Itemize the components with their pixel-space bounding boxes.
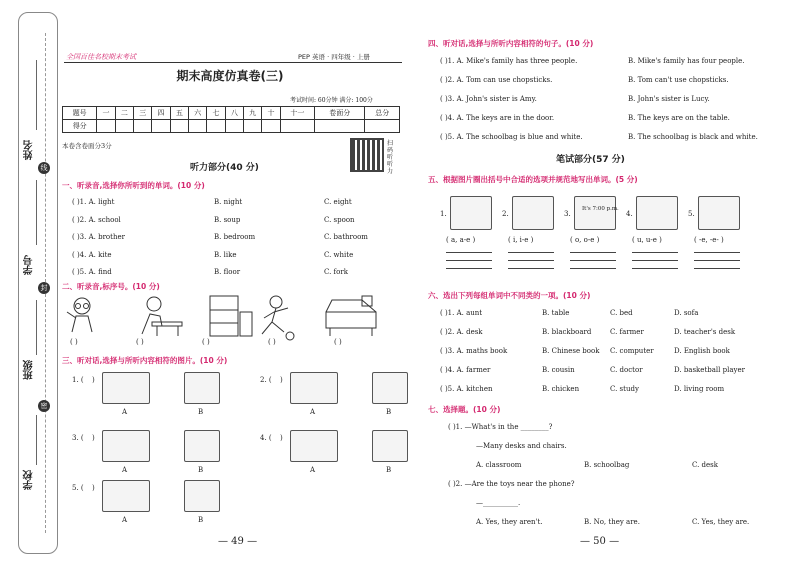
sec5-writing-line[interactable] [632, 260, 678, 261]
sec5-item-number: 4. [626, 210, 633, 218]
page-number-right: — 50 — [580, 536, 620, 547]
sec3-picture-b[interactable] [372, 430, 408, 462]
school-line [36, 415, 37, 465]
sec3-picture-a[interactable] [290, 430, 338, 462]
sec3-picture-a[interactable] [290, 372, 338, 404]
sec2-answer-bracket[interactable]: ( ) [334, 338, 342, 346]
sec5-writing-line[interactable] [446, 260, 492, 261]
sec5-item-number: 5. [688, 210, 695, 218]
sec5-item-number: 2. [502, 210, 509, 218]
sec6-option-a[interactable]: ( )4. A. farmer [440, 366, 491, 374]
sec5-options[interactable]: ( o, o-e ) [570, 236, 600, 244]
sec5-writing-line[interactable] [446, 268, 492, 269]
sec3-item-number[interactable]: 1. ( [72, 376, 84, 384]
sec3-picture-a[interactable] [102, 430, 150, 462]
sec3-label-a: A [122, 516, 128, 524]
sec5-options[interactable]: ( i, i-e ) [508, 236, 534, 244]
sec7-title: 七、选择题。(10 分) [428, 405, 501, 414]
sec2-title: 二、听录音,标序号。(10 分) [62, 282, 160, 291]
sec6-option-b[interactable]: B. cousin [542, 366, 575, 374]
sec4-option-b[interactable]: B. John's sister is Lucy. [628, 95, 710, 103]
sec6-title: 六、选出下列每组单词中不同类的一项。(10 分) [428, 291, 591, 300]
class-label: 班级 [24, 360, 35, 380]
qr-code-icon[interactable] [350, 138, 384, 172]
sec1-option-b[interactable]: B. soup [214, 215, 241, 224]
sec7-q1: ( )1. —What's in the ________? [448, 423, 553, 431]
sec5-writing-line[interactable] [694, 260, 740, 261]
sec4-option-b[interactable]: B. The schoolbag is black and white. [628, 133, 758, 141]
sec4-option-a[interactable]: ( )4. A. The keys are in the door. [440, 114, 555, 122]
sec1-option-c[interactable]: C. fork [324, 268, 348, 276]
sec2-answer-bracket[interactable]: ( ) [70, 338, 78, 346]
sec5-writing-line[interactable] [694, 268, 740, 269]
sec3-picture-b[interactable] [184, 480, 220, 512]
sec1-option-a[interactable]: ( )3. A. brother [72, 233, 125, 241]
sec5-writing-line[interactable] [632, 252, 678, 253]
sec4-option-b[interactable]: B. The keys are on the table. [628, 114, 730, 122]
sec5-writing-line[interactable] [508, 252, 554, 253]
sec6-option-d[interactable]: D. English book [674, 347, 730, 355]
name-label: 姓名 [24, 140, 35, 160]
sec1-option-a[interactable]: ( )1. A. light [72, 198, 115, 206]
sec3-label-a: A [122, 408, 128, 416]
sec1-option-c[interactable]: C. white [324, 250, 354, 259]
sec6-option-b[interactable]: B. Chinese book [542, 347, 600, 355]
xian-mark: 线 [38, 162, 50, 174]
sec5-options[interactable]: ( a, a-e ) [446, 236, 476, 244]
sec6-option-b[interactable]: B. table [542, 309, 570, 317]
sec6-option-c[interactable]: C. farmer [610, 328, 644, 336]
sec7-q1-option[interactable]: C. desk [692, 461, 719, 469]
sec3-bracket-close: ) [92, 434, 95, 442]
boy-with-glasses-image [67, 298, 92, 332]
school-label: 学校 [24, 470, 35, 490]
sec6-option-a[interactable]: ( )2. A. desk [440, 328, 483, 336]
sec5-item-number: 1. [440, 210, 447, 218]
sec6-option-c[interactable]: C. bed [610, 309, 633, 317]
sec1-option-a[interactable]: ( )2. A. school [72, 215, 121, 224]
sec5-picture [574, 196, 616, 230]
sec5-writing-line[interactable] [570, 260, 616, 261]
sec2-answer-bracket[interactable]: ( ) [136, 338, 144, 346]
header-rule [64, 62, 402, 63]
sec3-label-b: B [386, 408, 392, 416]
score-table [62, 106, 400, 133]
edition: PEP 英语 · 四年级 · 上册 [298, 53, 370, 61]
sec6-option-a[interactable]: ( )3. A. maths book [440, 347, 508, 355]
sec3-bracket-close: ) [280, 376, 283, 384]
sec2-answer-bracket[interactable]: ( ) [268, 338, 276, 346]
sec3-label-a: A [310, 408, 316, 416]
sec1-option-c[interactable]: C. eight [324, 198, 352, 206]
sec7-q2: ( )2. —Are the toys near the phone? [448, 480, 575, 488]
sec3-picture-a[interactable] [102, 372, 150, 404]
sec1-option-b[interactable]: B. floor [214, 268, 241, 276]
page-number-left: — 49 — [218, 536, 258, 547]
writing-title: 笔试部分(57 分) [556, 155, 625, 165]
sec4-option-a[interactable]: ( )1. A. Mike's family has three people. [440, 57, 578, 65]
exam-info: 考试时间: 60分钟 满分: 100分 [290, 97, 373, 104]
girl-at-table-image [142, 297, 182, 336]
sec6-option-a[interactable]: ( )5. A. kitchen [440, 385, 493, 393]
sec6-option-d[interactable]: D. living room [674, 385, 725, 393]
sec5-options[interactable]: ( u, u-e ) [632, 236, 662, 244]
sec7-q2-answer: —__________. [476, 499, 521, 507]
score-value-row: 得分 [63, 120, 400, 133]
sec5-writing-line[interactable] [632, 268, 678, 269]
listening-title: 听力部分(40 分) [190, 163, 259, 173]
sec3-bracket-close: ) [92, 376, 95, 384]
sec5-picture [450, 196, 492, 230]
sec3-bracket-close: ) [280, 434, 283, 442]
sec5-writing-line[interactable] [446, 252, 492, 253]
sec1-option-a[interactable]: ( )5. A. find [72, 268, 112, 276]
sec3-label-b: B [198, 516, 204, 524]
sec3-title: 三、听对话,选择与所听内容相符的图片。(10 分) [62, 356, 228, 365]
sec5-writing-line[interactable] [508, 260, 554, 261]
sec3-bracket-close: ) [92, 484, 95, 492]
sec6-option-c[interactable]: C. computer [610, 347, 654, 355]
name-line [36, 60, 37, 130]
sec5-writing-line[interactable] [508, 268, 554, 269]
sec2-answer-bracket[interactable]: ( ) [202, 338, 210, 346]
tall-furniture-image [210, 296, 252, 336]
sec7-q1-option[interactable]: A. classroom [476, 461, 522, 469]
sec6-option-d[interactable]: D. sofa [674, 309, 699, 317]
sec5-sign-text: It's 7:00 p.m. [582, 206, 619, 212]
bedroom-image [326, 296, 376, 336]
sec6-option-c[interactable]: C. doctor [610, 366, 643, 374]
sec6-option-b[interactable]: B. blackboard [542, 328, 592, 336]
sec3-label-b: B [198, 408, 204, 416]
sec3-label-b: B [198, 466, 204, 474]
sec5-options[interactable]: ( -e, -e- ) [694, 236, 724, 244]
sec6-option-d[interactable]: D. basketball player [674, 366, 745, 374]
class-line [36, 300, 37, 355]
sec3-item-number[interactable]: 5. ( [72, 484, 84, 492]
sec4-option-b[interactable]: B. Tom can't use chopsticks. [628, 76, 729, 84]
sec6-option-b[interactable]: B. chicken [542, 385, 580, 393]
sec5-writing-line[interactable] [570, 268, 616, 269]
sec1-option-a[interactable]: ( )4. A. kite [72, 250, 112, 259]
sec5-title: 五、根据图片圈出括号中合适的选项并规范地写出单词。(5 分) [428, 175, 638, 184]
score-header-row: 题号 一 二 三 四 五 六 七 八 九 十 十一 卷面分 总分 [63, 107, 400, 120]
sec3-picture-b[interactable] [372, 372, 408, 404]
sec3-label-a: A [310, 466, 316, 474]
note: 本卷含卷面分3分 [62, 142, 112, 150]
sec2-pictures [62, 292, 402, 342]
sec5-picture [512, 196, 554, 230]
sec4-option-a[interactable]: ( )3. A. John's sister is Amy. [440, 95, 537, 103]
sec5-picture [698, 196, 740, 230]
sec7-q2-option[interactable]: B. No, they are. [584, 518, 640, 526]
sec7-q2-option[interactable]: A. Yes, they aren't. [476, 518, 543, 526]
sec3-label-b: B [386, 466, 392, 474]
sec7-q1-answer: —Many desks and chairs. [476, 442, 567, 450]
sec3-picture-b[interactable] [184, 430, 220, 462]
sec1-option-b[interactable]: B. like [214, 250, 237, 259]
sec1-option-b[interactable]: B. bedroom [214, 233, 256, 241]
sec5-item-number: 3. [564, 210, 571, 218]
sec1-option-b[interactable]: B. night [214, 198, 243, 206]
sec4-option-b[interactable]: B. Mike's family has four people. [628, 57, 745, 65]
id-label: 学号 [24, 255, 35, 275]
sec3-item-number[interactable]: 2. ( [260, 376, 272, 384]
sec3-picture-a[interactable] [102, 480, 150, 512]
sec1-option-c[interactable]: C. spoon [324, 215, 355, 224]
sec4-option-a[interactable]: ( )5. A. The schoolbag is blue and white. [440, 133, 583, 141]
sec5-picture [636, 196, 678, 230]
sec3-label-a: A [122, 466, 128, 474]
sec1-title: 一、听录音,选择你所听到的单词。(10 分) [62, 181, 205, 190]
sec4-title: 四、听对话,选择与所听内容相符的句子。(10 分) [428, 39, 594, 48]
sec3-item-number[interactable]: 3. ( [72, 434, 84, 442]
sec7-q1-option[interactable]: B. schoolbag [584, 461, 630, 469]
sec6-option-a[interactable]: ( )1. A. aunt [440, 309, 483, 317]
sec1-option-c[interactable]: C. bathroom [324, 233, 368, 241]
sec3-item-number[interactable]: 4. ( [260, 434, 272, 442]
mi-mark: 密 [38, 400, 50, 412]
sec3-picture-b[interactable] [184, 372, 220, 404]
sec6-option-d[interactable]: D. teacher's desk [674, 328, 736, 336]
sec4-option-a[interactable]: ( )2. A. Tom can use chopsticks. [440, 76, 553, 84]
page-title: 期末高度仿真卷(三) [176, 69, 284, 83]
qr-caption: 扫码听听力 [387, 140, 394, 175]
boy-playing-football-image [262, 296, 294, 340]
sec5-writing-line[interactable] [694, 252, 740, 253]
slogan: 全国百佳名校期末考试 [66, 53, 136, 61]
sec6-option-c[interactable]: C. study [610, 385, 639, 393]
feng-mark: 封 [38, 282, 50, 294]
sec7-q2-option[interactable]: C. Yes, they are. [692, 518, 750, 526]
sec5-writing-line[interactable] [570, 252, 616, 253]
id-line [36, 180, 37, 245]
